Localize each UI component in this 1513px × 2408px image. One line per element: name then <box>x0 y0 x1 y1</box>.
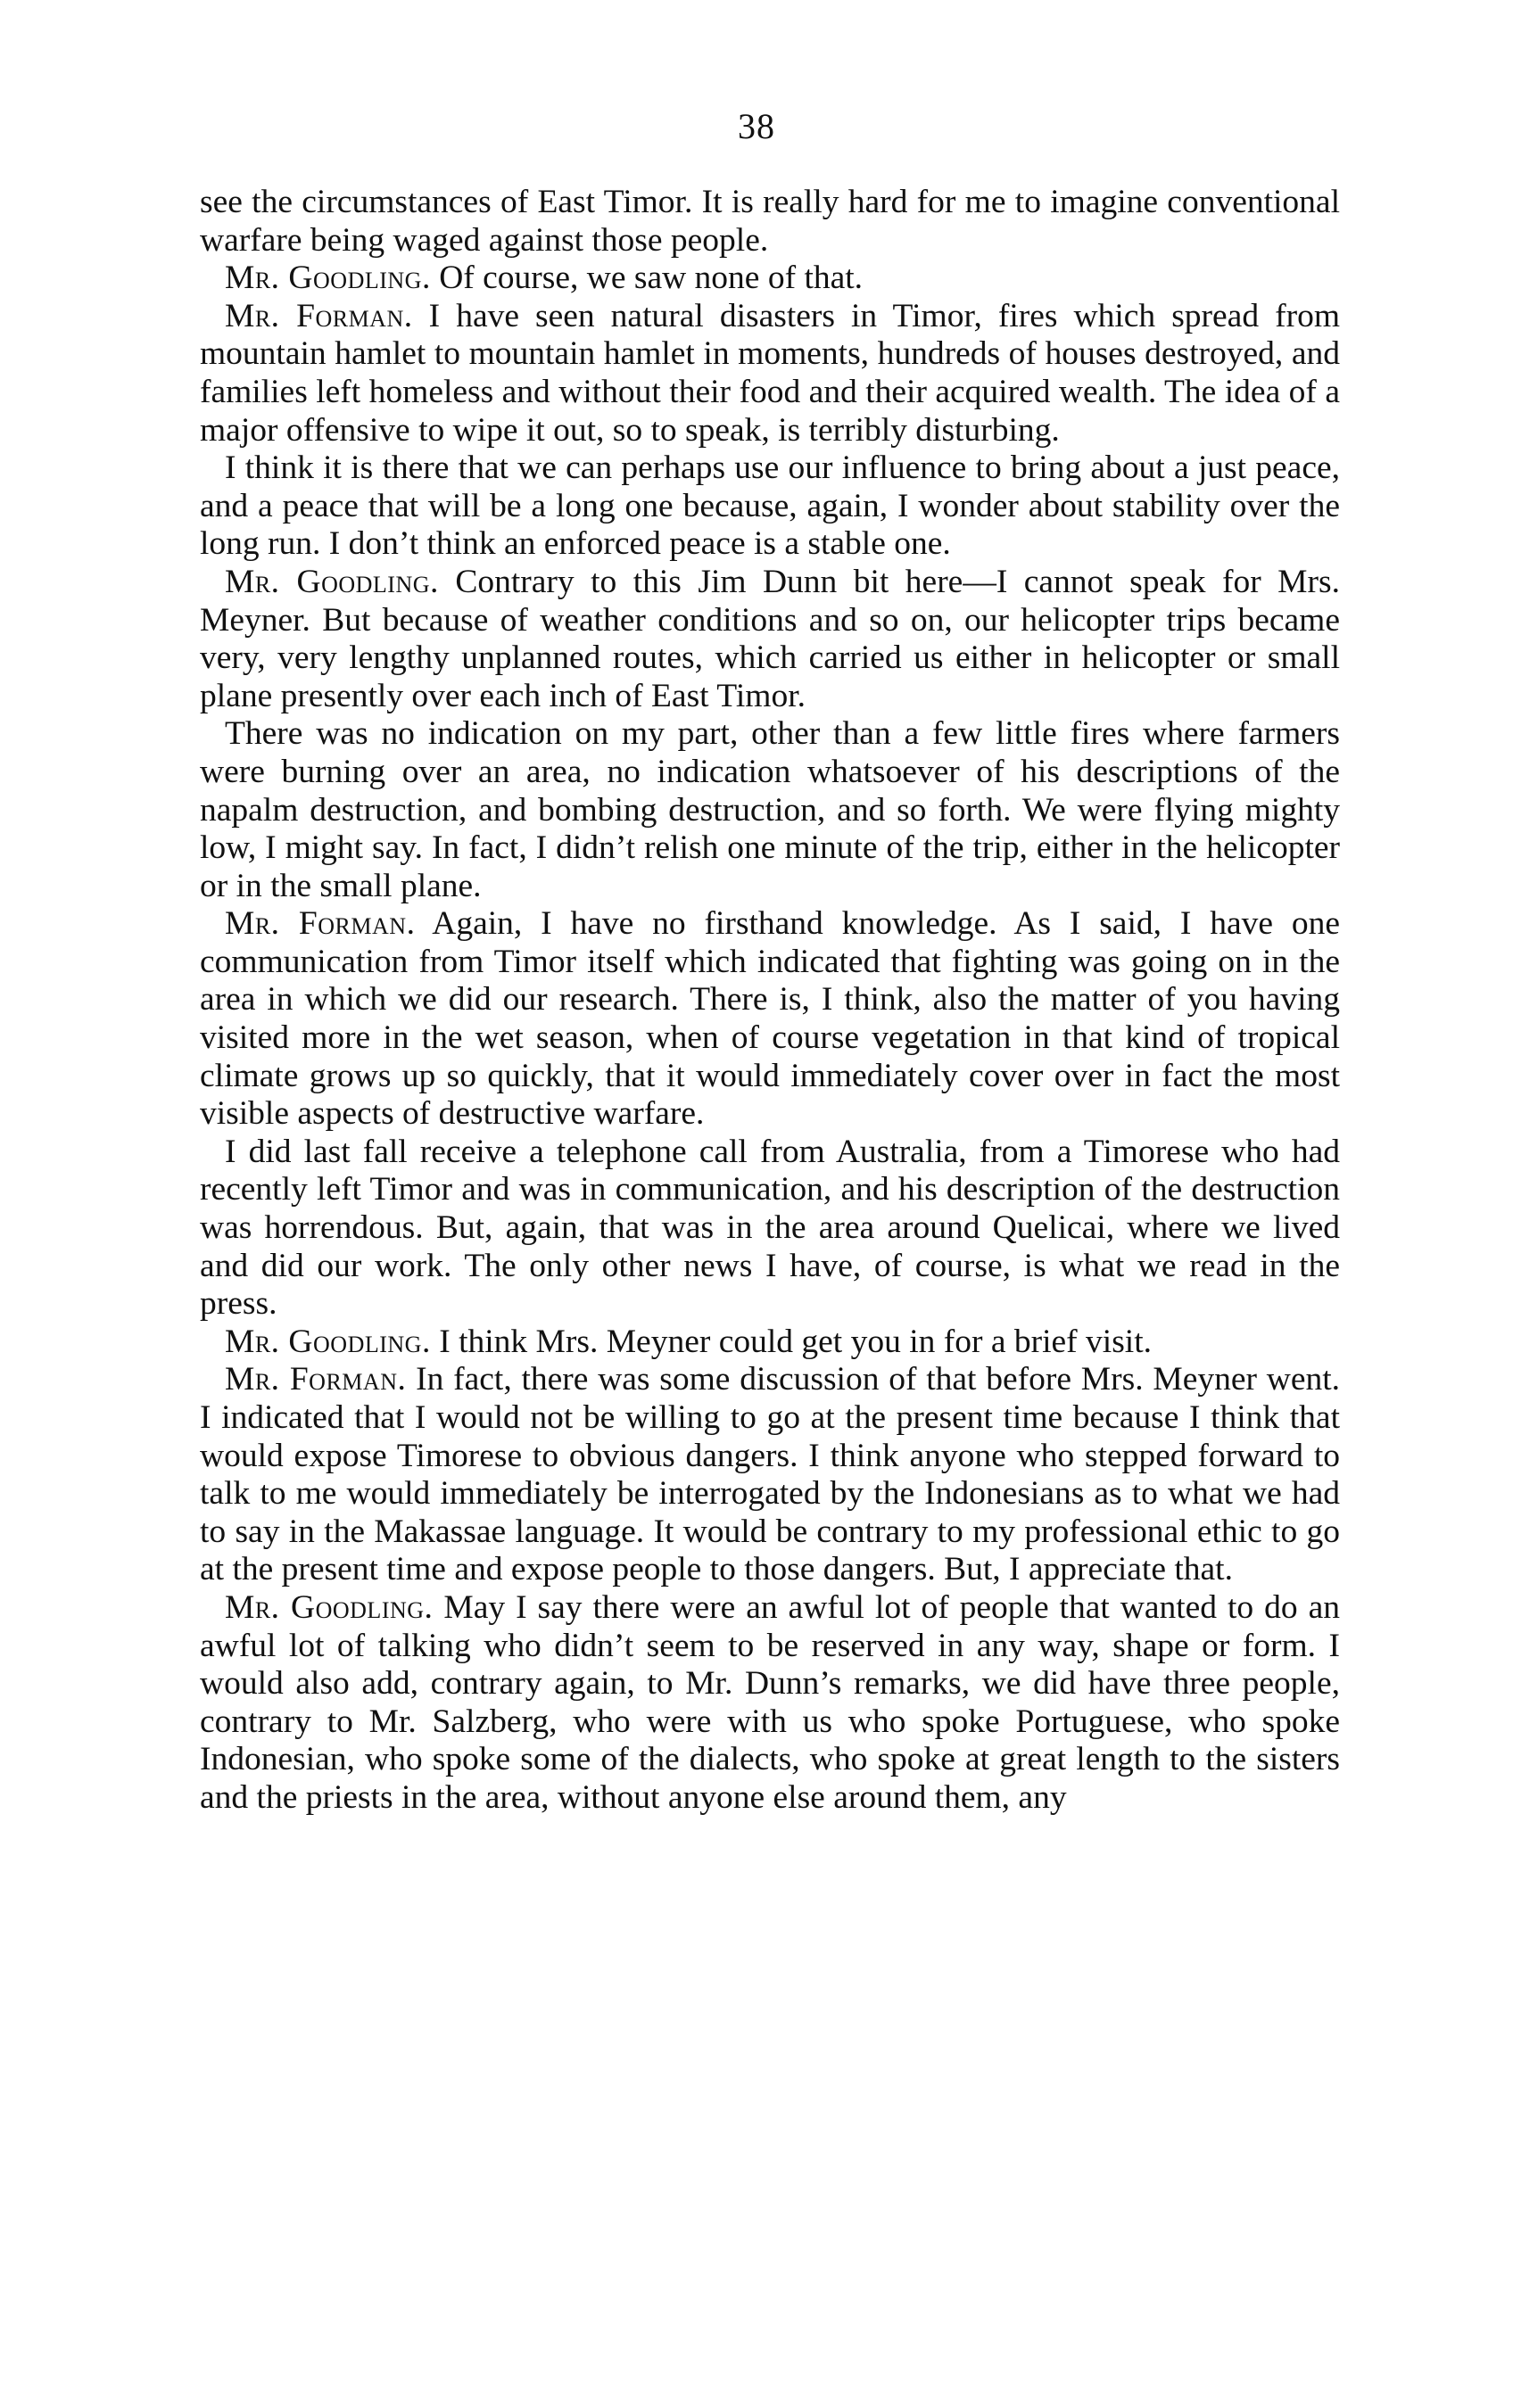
speaker-name: Mr. Goodling. <box>225 1323 431 1360</box>
paragraph <box>200 1361 1340 1589</box>
paragraph <box>200 1324 1340 1362</box>
paragraph-text: I did last fall receive a telephone call from Australia, from a Timorese who had recently left Timor and was in communication, and his description of the destruction was horrendous. But, again, that was in the area around Quelicai, where we lived and did our work. The only other news I have, of course, is what we read in the press. <box>200 1133 1340 1323</box>
speaker-name: Mr. Forman. <box>225 1361 407 1398</box>
paragraph-text: Again, I have no firsthand knowledge. As I said, I have one communication from Timor itself which indicated that fighting was going on in the area in which we did our research. There is, I think, also the matter of you having visited more in the wet season, when of course vegetation in that kind of tropical climate grows up so quickly, that it would immediately cover over in fact the most visible aspects of destructive warfare. <box>200 905 1340 1133</box>
paragraph <box>200 564 1340 715</box>
paragraph <box>200 715 1340 905</box>
paragraph-text: In fact, there was some discussion of that before Mrs. Meyner went. I indicated that I would not be willing to go at the present time because I think that would expose Timorese to obvious dangers. I think anyone who stepped forward to talk to me would immediately be interrogated by the Indonesians as to what we had to say in the Makassae language. It would be contrary to my professional ethic to go at the present time and expose people to those dangers. But, I appreciate that. <box>200 1361 1341 1588</box>
paragraph <box>200 298 1340 449</box>
paragraph <box>200 1134 1340 1324</box>
paragraph <box>200 184 1340 260</box>
paragraph <box>200 905 1340 1134</box>
page-number: 38 <box>738 106 775 146</box>
paragraph-text: I think Mrs. Meyner could get you in for a brief visit. <box>439 1323 1153 1360</box>
paragraph <box>200 449 1340 564</box>
speaker-name: Mr. Forman. <box>225 905 416 943</box>
speaker-name: Mr. Goodling. <box>225 1588 434 1626</box>
hearing-transcript-body <box>200 184 1340 1818</box>
paragraph <box>200 260 1340 298</box>
speaker-name: Mr. Goodling. <box>225 563 439 600</box>
paragraph-text: Contrary to this Jim Dunn bit here—I cannot speak for Mrs. Meyner. But because of weather conditions and so on, our helicopter trips became very, very lengthy unplanned routes, which carried us either in helicopter or small plane presently over each inch of East Timor. <box>200 563 1340 714</box>
paragraph-text: I think it is there that we can perhaps use our influence to bring about a just peace, and a peace that will be a long one because, again, I wonder about stability over the long run. I don’t think an enforced peace is a stable one. <box>200 449 1340 563</box>
paragraph <box>200 1589 1340 1818</box>
speaker-name: Mr. Forman. <box>225 297 413 334</box>
speaker-name: Mr. Goodling. <box>225 260 431 297</box>
paragraph-text: There was no indication on my part, other than a few little fires where farmers were burning over an area, no indication whatsoever of his descriptions of the napalm destruction, and bombing destruction, and so forth. We were flying mighty low, I might say. In fact, I didn’t relish one minute of the trip, either in the helicopter or in the small plane. <box>200 715 1340 904</box>
paragraph-text: I have seen natural disasters in Timor, fires which spread from mountain hamlet to mountain hamlet in moments, hundreds of houses destroyed, and families left homeless and without their food and their acquired wealth. The idea of a major offensive to wipe it out, so to speak, is terribly disturbing. <box>200 297 1340 449</box>
paragraph-text: see the circumstances of East Timor. It is really hard for me to imagine conventional warfare being waged against those people. <box>200 184 1340 259</box>
paragraph-text: Of course, we saw none of that. <box>439 260 864 297</box>
paragraph-text: May I say there were an awful lot of people that wanted to do an awful lot of talking who didn’t seem to be reserved in any way, shape or form. I would also add, contrary again, to Mr. Dunn’s remarks, we did have three people, contrary to Mr. Salzberg, who were with us who spoke Portuguese, who spoke Indonesian, who spoke some of the dialects, who spoke at great length to the sisters and the priests in the area, without anyone else around them, any <box>200 1588 1340 1816</box>
